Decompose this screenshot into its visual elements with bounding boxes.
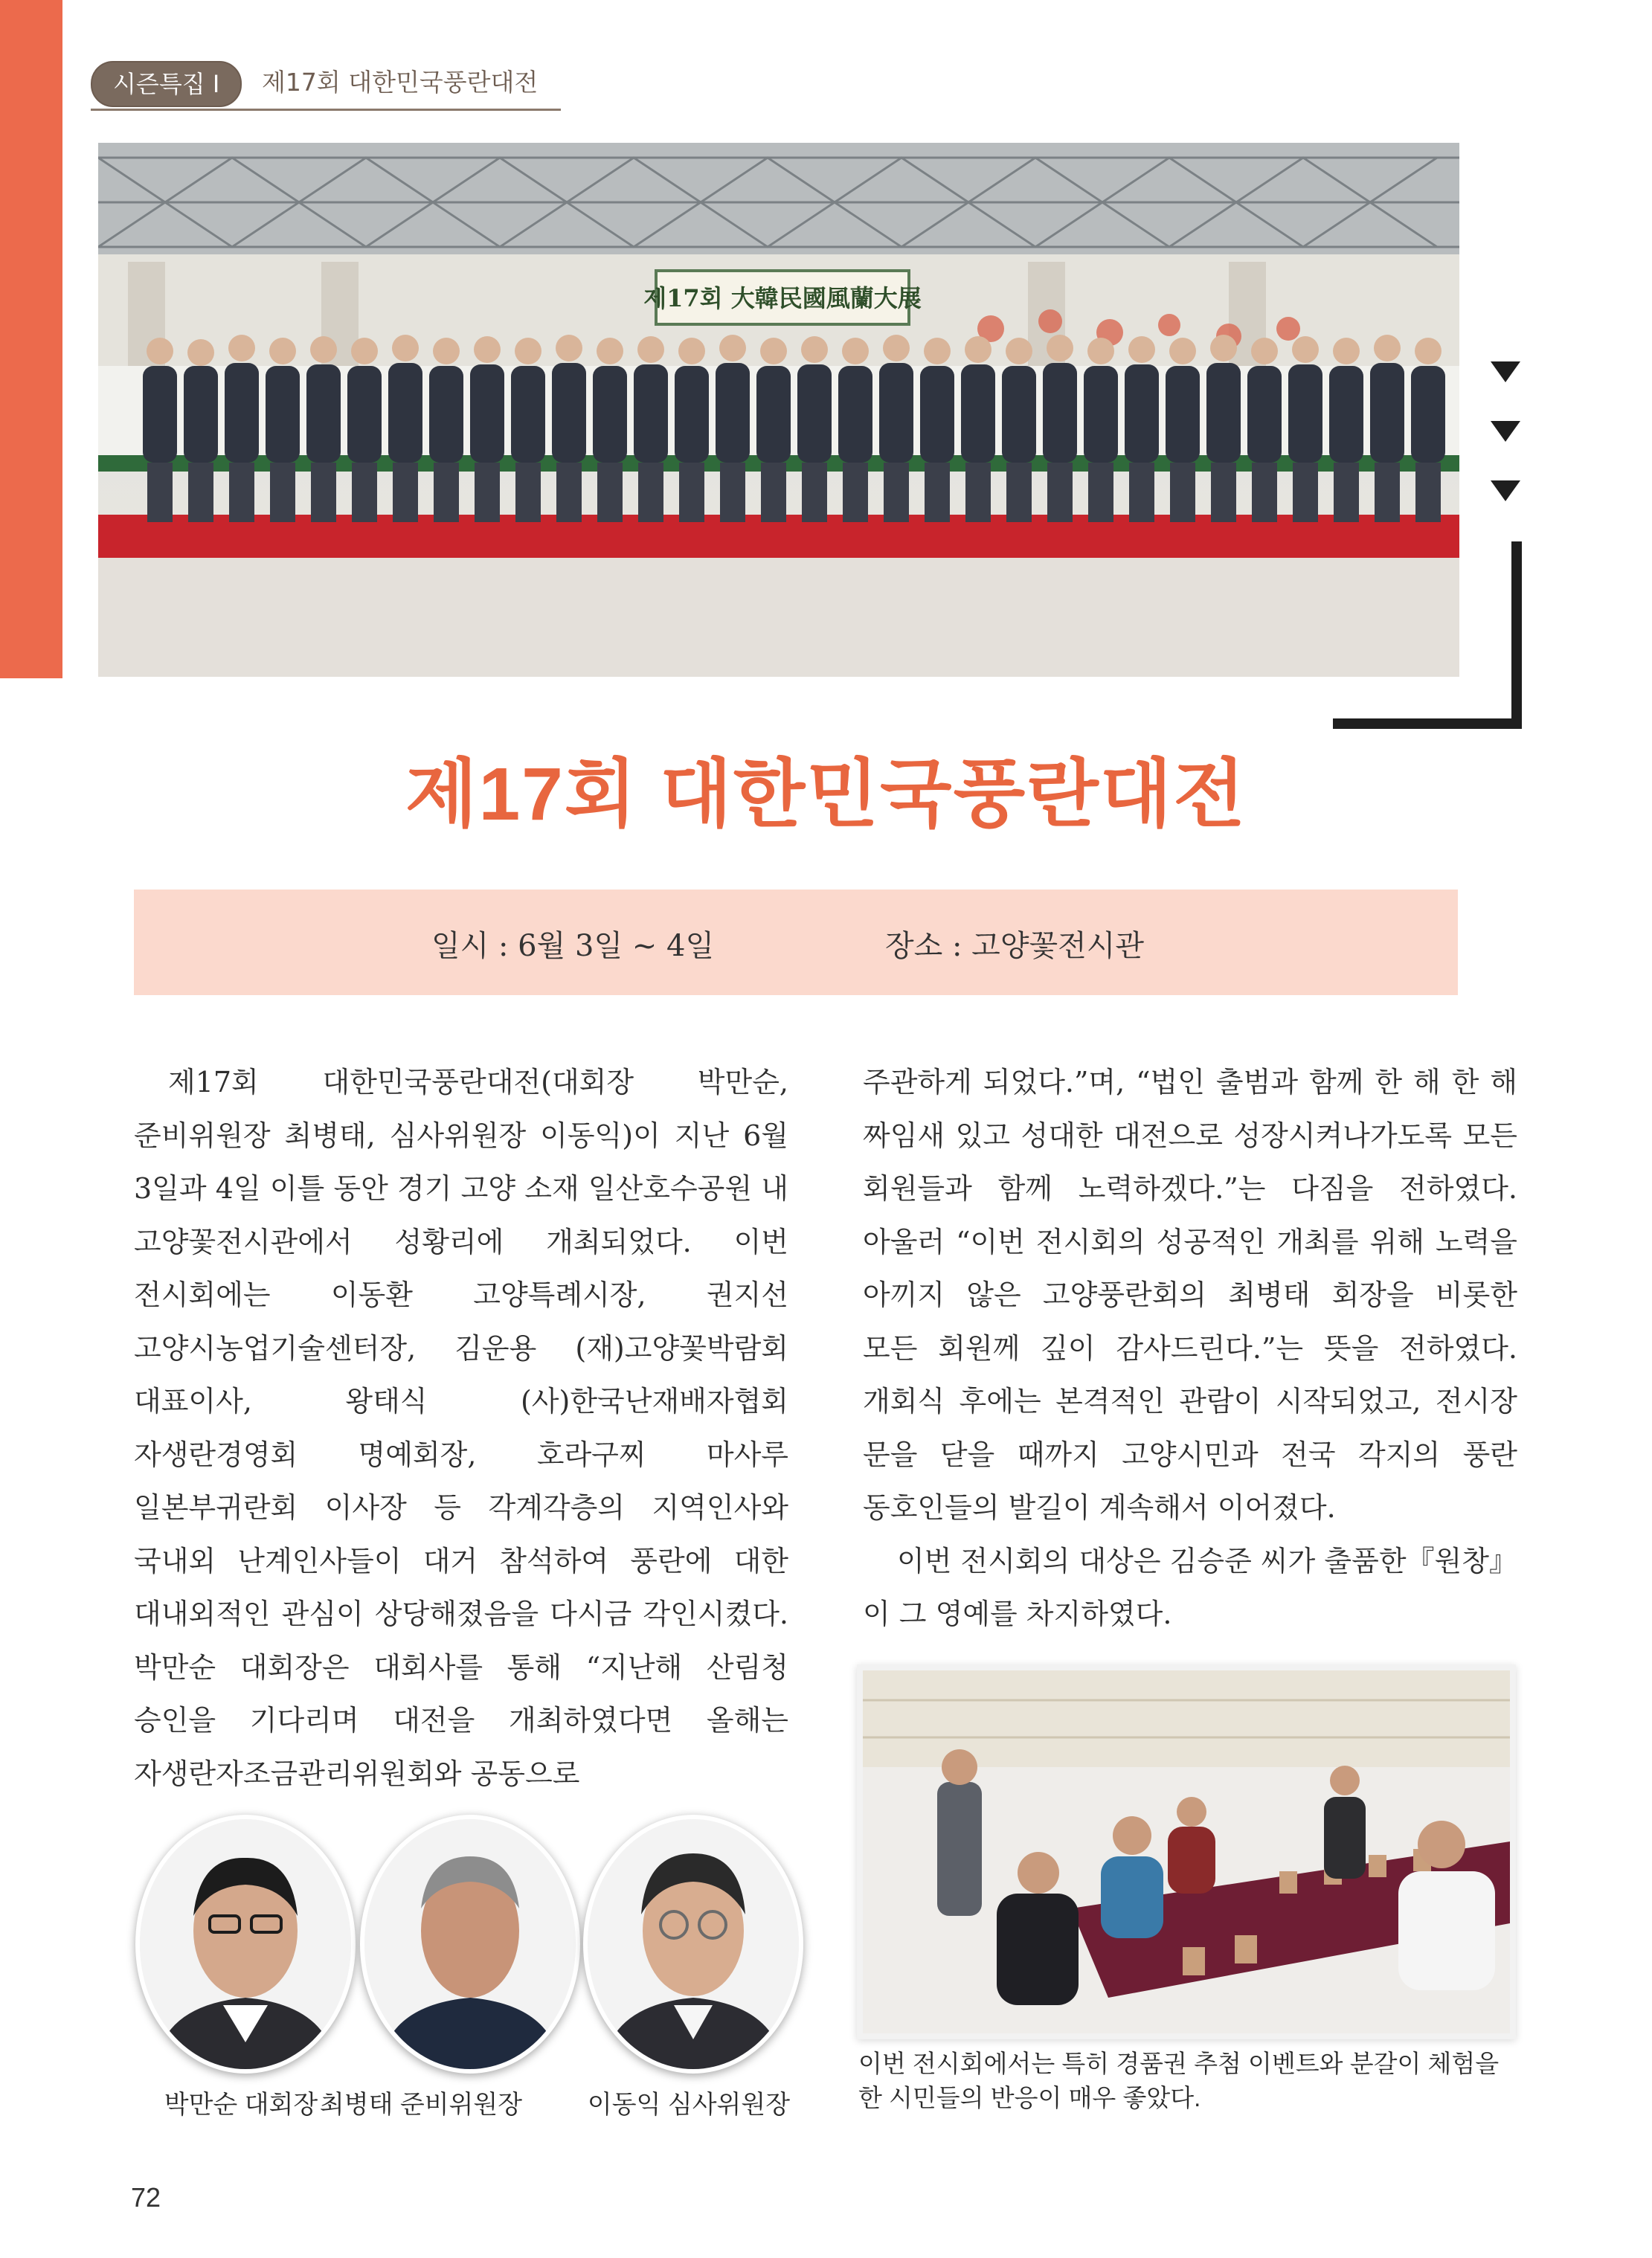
triangle-down-icon [1491,361,1520,382]
event-info-box [134,890,1458,995]
accent-bar [0,0,62,678]
portrait-illustration [140,1819,351,2069]
portrait-caption: 이동익 심사위원장 [587,2091,791,2119]
group-photo-illustration [98,143,1459,677]
triangle-down-icon [1491,480,1520,501]
event-photo [863,1670,1510,2033]
article-paragraph: 제17회 대한민국풍란대전(대회장 박만순, 준비위원장 최병태, 심사위원장 이동익)이 지난 6월 3일과 4일 이틀 동안 경기 고양 소재 일산호수공원 내 고양꽃전시관에서 성황리에 개최되었다. 이번 전시회에는 이동환 고양특례시장, 권지선 고양시농업기술센터장, 김운용 (재)고양꽃박람회 대표이사, 왕태식 (사)한국난재배자협회 자생란경영회 명예회장, 호라구찌 마사루 일본부귀란회 이사장 등 각계각층의 지역인사와 국내외 난계인사들이 대거 참석하여 풍란에 대한 대내외적인 관심이 상당해졌음을 다시금 각인시켰다. 박만순 대회장은 대회사를 통해 “지난해 산림청 승인을 기다리며 대전을 개최하였다면 올해는 자생란자조금관리위원회와 공동으로 [134,1066,788,1790]
portrait-photo [135,1815,356,2074]
corner-bracket [1333,541,1522,729]
event-photo-illustration [863,1670,1510,2033]
header-divider [91,109,561,111]
portrait-photo [360,1815,580,2074]
page-title: 제17회 대한민국풍란대전 [405,753,1247,836]
section-tag: 시즌특집 I [91,61,242,107]
article-paragraph: 주관하게 되었다.”며, “법인 출범과 함께 한 해 한 해 짜임새 있고 성대한 대전으로 성장시켜나가도록 모든 회원들과 함께 노력하겠다.”는 다짐을 전하였다. 아울러 “이번 전시회의 성공적인 개최를 위해 노력을 아끼지 않은 고양풍란회의 최병태 회장을 비롯한 모든 회원께 깊이 감사드린다.”는 뜻을 전하였다. 개회식 후에는 본격적인 관람이 시작되었고, 전시장 문을 닫을 때까지 고양시민과 전국 각지의 풍란 동호인들의 발길이 계속해서 이어졌다. [863,1066,1517,1524]
event-date: 일시 : 6월 3일 ~ 4일 [431,929,715,963]
page-number: 72 [131,2182,161,2213]
section-title: 제17회 대한민국풍란대전 [262,68,539,97]
photo-caption: 이번 전시회에서는 특히 경품권 추첨 이벤트와 분갈이 체험을 한 시민들의 반응이 매우 좋았다. [858,2050,1500,2111]
group-photo [98,143,1459,677]
triangle-down-icon [1491,421,1520,442]
portrait-photo [583,1815,803,2074]
portrait-caption: 최병태 준비위원장 [319,2091,523,2119]
portrait-caption: 박만순 대회장 [164,2091,318,2119]
article-paragraph: 이번 전시회의 대상은 김승준 씨가 출품한『원창』이 그 영예를 차지하였다. [863,1544,1517,1630]
portrait-illustration [364,1819,576,2069]
article-column-left [134,1056,788,1801]
portrait-illustration [588,1819,799,2069]
event-place: 장소 : 고양꽃전시관 [885,929,1145,963]
article-column-right [863,1056,1517,1641]
hero-banner-text: 제17회 大韓民國風蘭大展 [643,284,922,312]
